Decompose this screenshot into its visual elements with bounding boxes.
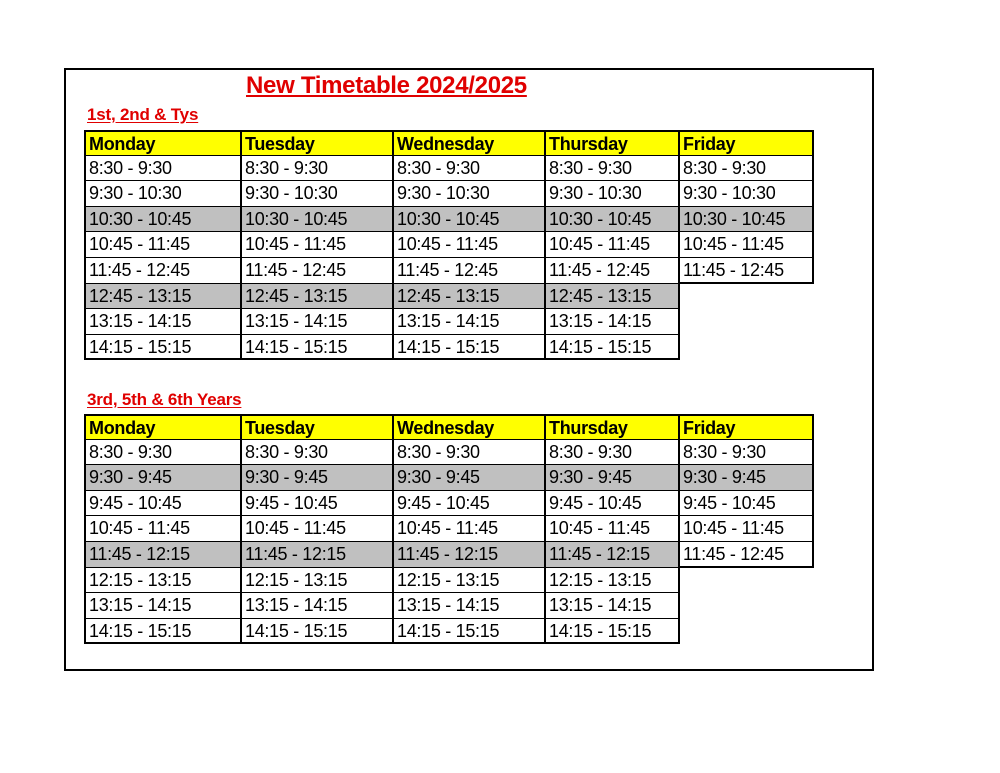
- time-slot-cell: 11:45 - 12:15: [392, 542, 546, 568]
- time-slot-cell: 14:15 - 15:15: [240, 619, 394, 645]
- time-slot-cell: 14:15 - 15:15: [84, 619, 242, 645]
- time-slot-cell: 8:30 - 9:30: [392, 156, 546, 182]
- time-slot-cell: 13:15 - 14:15: [240, 309, 394, 335]
- time-slot-cell: 13:15 - 14:15: [84, 593, 242, 619]
- time-slot-cell: 11:45 - 12:15: [544, 542, 680, 568]
- day-column-thursday: [544, 414, 680, 644]
- time-slot-cell: 10:45 - 11:45: [544, 232, 680, 258]
- time-slot-cell: 10:45 - 11:45: [392, 516, 546, 542]
- day-column-monday: [84, 414, 242, 644]
- time-slot-cell: 8:30 - 9:30: [240, 440, 394, 466]
- day-column-thursday: [544, 130, 680, 360]
- time-slot-cell: 8:30 - 9:30: [84, 156, 242, 182]
- time-slot-cell: 11:45 - 12:45: [544, 258, 680, 284]
- section-title-juniors: 1st, 2nd & Tys: [87, 105, 199, 124]
- time-slot-cell: 9:30 - 9:45: [544, 465, 680, 491]
- time-slot-cell: 8:30 - 9:30: [240, 156, 394, 182]
- time-slot-cell: 10:30 - 10:45: [240, 207, 394, 233]
- day-column-wednesday: [392, 414, 546, 644]
- time-slot-cell: 9:30 - 10:30: [678, 181, 814, 207]
- day-column-friday: [678, 130, 814, 284]
- time-slot-cell: 9:45 - 10:45: [392, 491, 546, 517]
- time-slot-cell: 12:45 - 13:15: [84, 284, 242, 310]
- time-slot-cell: 8:30 - 9:30: [544, 156, 680, 182]
- time-slot-cell: 9:30 - 9:45: [678, 465, 814, 491]
- time-slot-cell: 12:45 - 13:15: [544, 284, 680, 310]
- day-header: Friday: [678, 130, 814, 156]
- day-header: Friday: [678, 414, 814, 440]
- time-slot-cell: 11:45 - 12:45: [678, 258, 814, 284]
- time-slot-cell: 10:30 - 10:45: [678, 207, 814, 233]
- time-slot-cell: 9:30 - 10:30: [544, 181, 680, 207]
- time-slot-cell: 10:45 - 11:45: [678, 516, 814, 542]
- day-header: Thursday: [544, 130, 680, 156]
- time-slot-cell: 10:45 - 11:45: [392, 232, 546, 258]
- time-slot-cell: 10:30 - 10:45: [84, 207, 242, 233]
- day-header: Thursday: [544, 414, 680, 440]
- time-slot-cell: 12:45 - 13:15: [240, 284, 394, 310]
- time-slot-cell: 9:45 - 10:45: [240, 491, 394, 517]
- time-slot-cell: 11:45 - 12:45: [392, 258, 546, 284]
- time-slot-cell: 13:15 - 14:15: [240, 593, 394, 619]
- time-slot-cell: 10:45 - 11:45: [240, 232, 394, 258]
- day-column-tuesday: [240, 414, 394, 644]
- time-slot-cell: 9:45 - 10:45: [544, 491, 680, 517]
- time-slot-cell: 12:15 - 13:15: [84, 568, 242, 594]
- day-column-friday: [678, 414, 814, 568]
- time-slot-cell: 14:15 - 15:15: [392, 619, 546, 645]
- time-slot-cell: 9:30 - 10:30: [392, 181, 546, 207]
- day-header: Monday: [84, 130, 242, 156]
- day-column-monday: [84, 130, 242, 360]
- time-slot-cell: 12:45 - 13:15: [392, 284, 546, 310]
- time-slot-cell: 14:15 - 15:15: [240, 335, 394, 361]
- time-slot-cell: 8:30 - 9:30: [678, 440, 814, 466]
- time-slot-cell: 9:30 - 9:45: [84, 465, 242, 491]
- time-slot-cell: 9:30 - 9:45: [240, 465, 394, 491]
- day-header: Wednesday: [392, 414, 546, 440]
- time-slot-cell: 9:30 - 10:30: [84, 181, 242, 207]
- time-slot-cell: 10:45 - 11:45: [544, 516, 680, 542]
- time-slot-cell: 12:15 - 13:15: [544, 568, 680, 594]
- time-slot-cell: 13:15 - 14:15: [544, 309, 680, 335]
- day-header: Monday: [84, 414, 242, 440]
- time-slot-cell: 10:45 - 11:45: [84, 516, 242, 542]
- time-slot-cell: 8:30 - 9:30: [678, 156, 814, 182]
- time-slot-cell: 9:45 - 10:45: [678, 491, 814, 517]
- time-slot-cell: 12:15 - 13:15: [240, 568, 394, 594]
- time-slot-cell: 14:15 - 15:15: [544, 335, 680, 361]
- time-slot-cell: 14:15 - 15:15: [392, 335, 546, 361]
- time-slot-cell: 10:45 - 11:45: [84, 232, 242, 258]
- day-header: Tuesday: [240, 130, 394, 156]
- page-title: New Timetable 2024/2025: [246, 72, 527, 99]
- time-slot-cell: 13:15 - 14:15: [84, 309, 242, 335]
- time-slot-cell: 11:45 - 12:45: [84, 258, 242, 284]
- time-slot-cell: 10:45 - 11:45: [240, 516, 394, 542]
- time-slot-cell: 8:30 - 9:30: [84, 440, 242, 466]
- day-header: Tuesday: [240, 414, 394, 440]
- time-slot-cell: 13:15 - 14:15: [392, 309, 546, 335]
- time-slot-cell: 11:45 - 12:15: [240, 542, 394, 568]
- section-title-seniors: 3rd, 5th & 6th Years: [87, 390, 242, 409]
- time-slot-cell: 9:30 - 10:30: [240, 181, 394, 207]
- time-slot-cell: 8:30 - 9:30: [392, 440, 546, 466]
- day-header: Wednesday: [392, 130, 546, 156]
- time-slot-cell: 9:30 - 9:45: [392, 465, 546, 491]
- time-slot-cell: 13:15 - 14:15: [392, 593, 546, 619]
- time-slot-cell: 10:30 - 10:45: [392, 207, 546, 233]
- time-slot-cell: 9:45 - 10:45: [84, 491, 242, 517]
- time-slot-cell: 11:45 - 12:45: [678, 542, 814, 568]
- time-slot-cell: 11:45 - 12:15: [84, 542, 242, 568]
- day-column-wednesday: [392, 130, 546, 360]
- time-slot-cell: 8:30 - 9:30: [544, 440, 680, 466]
- time-slot-cell: 12:15 - 13:15: [392, 568, 546, 594]
- time-slot-cell: 10:30 - 10:45: [544, 207, 680, 233]
- time-slot-cell: 10:45 - 11:45: [678, 232, 814, 258]
- time-slot-cell: 13:15 - 14:15: [544, 593, 680, 619]
- day-column-tuesday: [240, 130, 394, 360]
- time-slot-cell: 11:45 - 12:45: [240, 258, 394, 284]
- time-slot-cell: 14:15 - 15:15: [544, 619, 680, 645]
- time-slot-cell: 14:15 - 15:15: [84, 335, 242, 361]
